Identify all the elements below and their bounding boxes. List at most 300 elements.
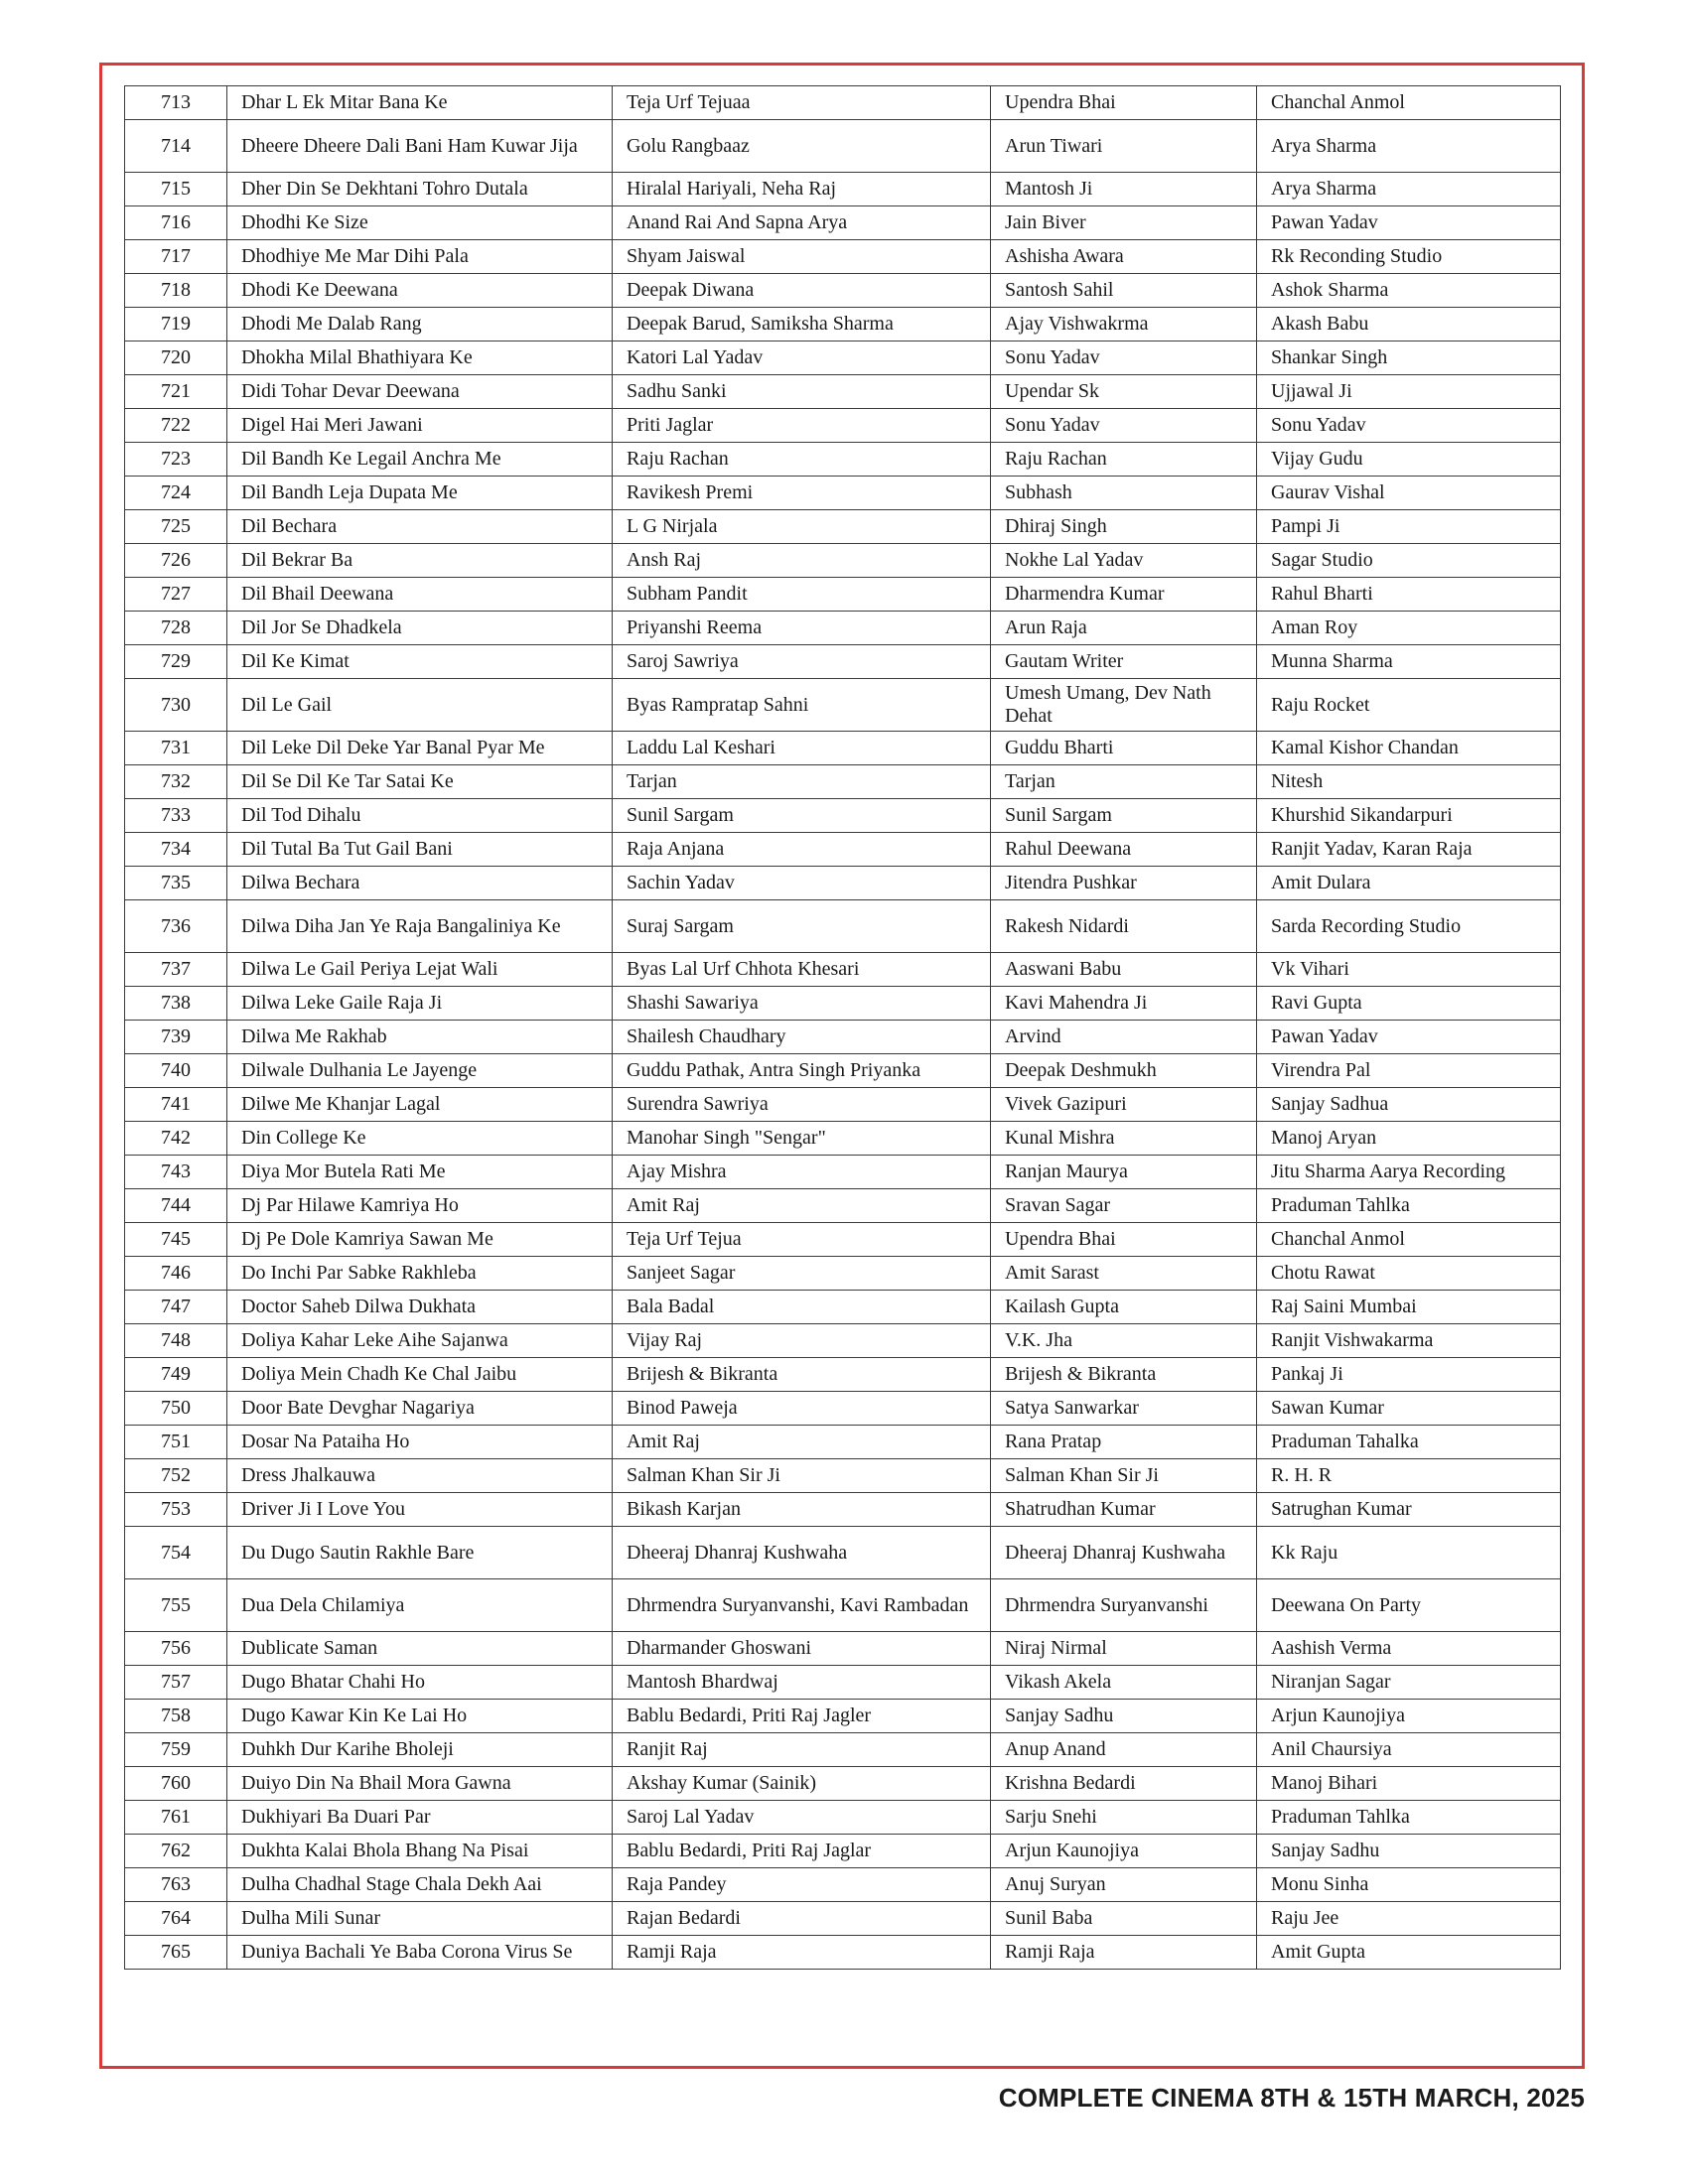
serial-number-cell: 756 <box>125 1632 227 1666</box>
lyricist-cell: Upendar Sk <box>991 375 1257 409</box>
music-cell: Ranjit Yadav, Karan Raja <box>1257 833 1561 867</box>
lyricist-cell: Kailash Gupta <box>991 1291 1257 1324</box>
singer-cell: Shailesh Chaudhary <box>613 1021 991 1054</box>
music-cell: Pampi Ji <box>1257 510 1561 544</box>
serial-number-cell: 719 <box>125 308 227 341</box>
song-title-cell: Dil Bechara <box>227 510 613 544</box>
song-title-cell: Duhkh Dur Karihe Bholeji <box>227 1733 613 1767</box>
music-cell: Khurshid Sikandarpuri <box>1257 799 1561 833</box>
table-row <box>125 173 1561 206</box>
singer-cell: Brijesh & Bikranta <box>613 1358 991 1392</box>
table-row <box>125 1257 1561 1291</box>
song-registry-table <box>124 85 1561 1970</box>
singer-cell: Shashi Sawariya <box>613 987 991 1021</box>
music-cell: Anil Chaursiya <box>1257 1733 1561 1767</box>
song-title-cell: Dukhiyari Ba Duari Par <box>227 1801 613 1835</box>
singer-cell: Sunil Sargam <box>613 799 991 833</box>
song-title-cell: Dilwa Me Rakhab <box>227 1021 613 1054</box>
lyricist-cell: Sarju Snehi <box>991 1801 1257 1835</box>
serial-number-cell: 751 <box>125 1426 227 1459</box>
serial-number-cell: 729 <box>125 645 227 679</box>
song-title-cell: Dukhta Kalai Bhola Bhang Na Pisai <box>227 1835 613 1868</box>
lyricist-cell: Kunal Mishra <box>991 1122 1257 1156</box>
serial-number-cell: 755 <box>125 1579 227 1632</box>
singer-cell: Ajay Mishra <box>613 1156 991 1189</box>
singer-cell: Bikash Karjan <box>613 1493 991 1527</box>
music-cell: Ujjawal Ji <box>1257 375 1561 409</box>
singer-cell: Ravikesh Premi <box>613 477 991 510</box>
singer-cell: Laddu Lal Keshari <box>613 732 991 765</box>
music-cell: Arya Sharma <box>1257 173 1561 206</box>
serial-number-cell: 715 <box>125 173 227 206</box>
table-row <box>125 1902 1561 1936</box>
singer-cell: Byas Lal Urf Chhota Khesari <box>613 953 991 987</box>
lyricist-cell: Anup Anand <box>991 1733 1257 1767</box>
music-cell: Chotu Rawat <box>1257 1257 1561 1291</box>
singer-cell: Binod Paweja <box>613 1392 991 1426</box>
music-cell: Niranjan Sagar <box>1257 1666 1561 1700</box>
music-cell: Kk Raju <box>1257 1527 1561 1579</box>
lyricist-cell: Dhrmendra Suryanvanshi <box>991 1579 1257 1632</box>
singer-cell: Suraj Sargam <box>613 900 991 953</box>
serial-number-cell: 745 <box>125 1223 227 1257</box>
lyricist-cell: Arvind <box>991 1021 1257 1054</box>
table-row <box>125 544 1561 578</box>
serial-number-cell: 753 <box>125 1493 227 1527</box>
serial-number-cell: 733 <box>125 799 227 833</box>
lyricist-cell: Shatrudhan Kumar <box>991 1493 1257 1527</box>
singer-cell: Priti Jaglar <box>613 409 991 443</box>
table-row <box>125 341 1561 375</box>
music-cell: Chanchal Anmol <box>1257 86 1561 120</box>
table-row <box>125 1801 1561 1835</box>
music-cell: Arjun Kaunojiya <box>1257 1700 1561 1733</box>
song-title-cell: Dher Din Se Dekhtani Tohro Dutala <box>227 173 613 206</box>
lyricist-cell: Rahul Deewana <box>991 833 1257 867</box>
music-cell: Nitesh <box>1257 765 1561 799</box>
lyricist-cell: Vivek Gazipuri <box>991 1088 1257 1122</box>
singer-cell: Katori Lal Yadav <box>613 341 991 375</box>
lyricist-cell: Aaswani Babu <box>991 953 1257 987</box>
singer-cell: Bablu Bedardi, Priti Raj Jaglar <box>613 1835 991 1868</box>
serial-number-cell: 748 <box>125 1324 227 1358</box>
music-cell: Manoj Aryan <box>1257 1122 1561 1156</box>
serial-number-cell: 717 <box>125 240 227 274</box>
singer-cell: Byas Rampratap Sahni <box>613 679 991 732</box>
table-row <box>125 732 1561 765</box>
lyricist-cell: Sravan Sagar <box>991 1189 1257 1223</box>
lyricist-cell: Jain Biver <box>991 206 1257 240</box>
serial-number-cell: 723 <box>125 443 227 477</box>
song-title-cell: Dilwa Bechara <box>227 867 613 900</box>
music-cell: Sagar Studio <box>1257 544 1561 578</box>
serial-number-cell: 761 <box>125 1801 227 1835</box>
song-title-cell: Dil Le Gail <box>227 679 613 732</box>
music-cell: Vijay Gudu <box>1257 443 1561 477</box>
table-row <box>125 443 1561 477</box>
serial-number-cell: 728 <box>125 612 227 645</box>
music-cell: Sawan Kumar <box>1257 1392 1561 1426</box>
lyricist-cell: Sonu Yadav <box>991 409 1257 443</box>
song-title-cell: Duiyo Din Na Bhail Mora Gawna <box>227 1767 613 1801</box>
table-row <box>125 1700 1561 1733</box>
lyricist-cell: Arun Raja <box>991 612 1257 645</box>
singer-cell: Mantosh Bhardwaj <box>613 1666 991 1700</box>
lyricist-cell: Ashisha Awara <box>991 240 1257 274</box>
singer-cell: Dheeraj Dhanraj Kushwaha <box>613 1527 991 1579</box>
singer-cell: Ansh Raj <box>613 544 991 578</box>
table-row <box>125 1324 1561 1358</box>
serial-number-cell: 746 <box>125 1257 227 1291</box>
singer-cell: Dharmander Ghoswani <box>613 1632 991 1666</box>
serial-number-cell: 720 <box>125 341 227 375</box>
serial-number-cell: 754 <box>125 1527 227 1579</box>
table-row <box>125 308 1561 341</box>
singer-cell: Hiralal Hariyali, Neha Raj <box>613 173 991 206</box>
song-title-cell: Driver Ji I Love You <box>227 1493 613 1527</box>
singer-cell: Sachin Yadav <box>613 867 991 900</box>
singer-cell: Teja Urf Tejua <box>613 1223 991 1257</box>
serial-number-cell: 747 <box>125 1291 227 1324</box>
serial-number-cell: 726 <box>125 544 227 578</box>
music-cell: Amit Dulara <box>1257 867 1561 900</box>
song-title-cell: Dj Par Hilawe Kamriya Ho <box>227 1189 613 1223</box>
singer-cell: Golu Rangbaaz <box>613 120 991 173</box>
lyricist-cell: Upendra Bhai <box>991 1223 1257 1257</box>
song-title-cell: Dil Bekrar Ba <box>227 544 613 578</box>
singer-cell: Shyam Jaiswal <box>613 240 991 274</box>
lyricist-cell: Arun Tiwari <box>991 120 1257 173</box>
lyricist-cell: Sunil Sargam <box>991 799 1257 833</box>
table-row <box>125 240 1561 274</box>
singer-cell: L G Nirjala <box>613 510 991 544</box>
singer-cell: Amit Raj <box>613 1189 991 1223</box>
lyricist-cell: Ajay Vishwakrma <box>991 308 1257 341</box>
serial-number-cell: 727 <box>125 578 227 612</box>
singer-cell: Bablu Bedardi, Priti Raj Jagler <box>613 1700 991 1733</box>
song-title-cell: Dil Leke Dil Deke Yar Banal Pyar Me <box>227 732 613 765</box>
table-row <box>125 1358 1561 1392</box>
table-row <box>125 900 1561 953</box>
singer-cell: Tarjan <box>613 765 991 799</box>
table-row <box>125 1936 1561 1970</box>
table-row <box>125 1021 1561 1054</box>
serial-number-cell: 757 <box>125 1666 227 1700</box>
table-row <box>125 1122 1561 1156</box>
table-row <box>125 833 1561 867</box>
serial-number-cell: 718 <box>125 274 227 308</box>
music-cell: Kamal Kishor Chandan <box>1257 732 1561 765</box>
table-row <box>125 1493 1561 1527</box>
lyricist-cell: Jitendra Pushkar <box>991 867 1257 900</box>
singer-cell: Bala Badal <box>613 1291 991 1324</box>
lyricist-cell: Rakesh Nidardi <box>991 900 1257 953</box>
singer-cell: Dhrmendra Suryanvanshi, Kavi Rambadan <box>613 1579 991 1632</box>
serial-number-cell: 760 <box>125 1767 227 1801</box>
lyricist-cell: Dheeraj Dhanraj Kushwaha <box>991 1527 1257 1579</box>
song-title-cell: Dil Bhail Deewana <box>227 578 613 612</box>
music-cell: Aman Roy <box>1257 612 1561 645</box>
song-title-cell: Dj Pe Dole Kamriya Sawan Me <box>227 1223 613 1257</box>
music-cell: Praduman Tahalka <box>1257 1426 1561 1459</box>
music-cell: Virendra Pal <box>1257 1054 1561 1088</box>
serial-number-cell: 764 <box>125 1902 227 1936</box>
song-title-cell: Dress Jhalkauwa <box>227 1459 613 1493</box>
music-cell: Gaurav Vishal <box>1257 477 1561 510</box>
table-row <box>125 867 1561 900</box>
lyricist-cell: Amit Sarast <box>991 1257 1257 1291</box>
table-row <box>125 1088 1561 1122</box>
song-title-cell: Dil Ke Kimat <box>227 645 613 679</box>
music-cell: Chanchal Anmol <box>1257 1223 1561 1257</box>
song-title-cell: Dhokha Milal Bhathiyara Ke <box>227 341 613 375</box>
song-title-cell: Dilwa Diha Jan Ye Raja Bangaliniya Ke <box>227 900 613 953</box>
music-cell: Vk Vihari <box>1257 953 1561 987</box>
lyricist-cell: Krishna Bedardi <box>991 1767 1257 1801</box>
song-title-cell: Dulha Chadhal Stage Chala Dekh Aai <box>227 1868 613 1902</box>
song-title-cell: Dhodhi Ke Size <box>227 206 613 240</box>
song-title-cell: Digel Hai Meri Jawani <box>227 409 613 443</box>
lyricist-cell: V.K. Jha <box>991 1324 1257 1358</box>
song-title-cell: Du Dugo Sautin Rakhle Bare <box>227 1527 613 1579</box>
song-title-cell: Do Inchi Par Sabke Rakhleba <box>227 1257 613 1291</box>
music-cell: Rahul Bharti <box>1257 578 1561 612</box>
serial-number-cell: 742 <box>125 1122 227 1156</box>
table-row <box>125 1189 1561 1223</box>
singer-cell: Deepak Barud, Samiksha Sharma <box>613 308 991 341</box>
song-title-cell: Dilwe Me Khanjar Lagal <box>227 1088 613 1122</box>
serial-number-cell: 738 <box>125 987 227 1021</box>
singer-cell: Raja Anjana <box>613 833 991 867</box>
music-cell: Munna Sharma <box>1257 645 1561 679</box>
song-title-cell: Dua Dela Chilamiya <box>227 1579 613 1632</box>
lyricist-cell: Vikash Akela <box>991 1666 1257 1700</box>
table-row <box>125 612 1561 645</box>
lyricist-cell: Niraj Nirmal <box>991 1632 1257 1666</box>
singer-cell: Vijay Raj <box>613 1324 991 1358</box>
music-cell: Sarda Recording Studio <box>1257 900 1561 953</box>
singer-cell: Sadhu Sanki <box>613 375 991 409</box>
lyricist-cell: Guddu Bharti <box>991 732 1257 765</box>
song-title-cell: Dil Se Dil Ke Tar Satai Ke <box>227 765 613 799</box>
song-title-cell: Door Bate Devghar Nagariya <box>227 1392 613 1426</box>
singer-cell: Priyanshi Reema <box>613 612 991 645</box>
music-cell: Deewana On Party <box>1257 1579 1561 1632</box>
music-cell: Pawan Yadav <box>1257 206 1561 240</box>
table-row <box>125 799 1561 833</box>
serial-number-cell: 722 <box>125 409 227 443</box>
song-title-cell: Dil Tutal Ba Tut Gail Bani <box>227 833 613 867</box>
lyricist-cell: Satya Sanwarkar <box>991 1392 1257 1426</box>
serial-number-cell: 743 <box>125 1156 227 1189</box>
singer-cell: Subham Pandit <box>613 578 991 612</box>
singer-cell: Akshay Kumar (Sainik) <box>613 1767 991 1801</box>
song-title-cell: Dugo Kawar Kin Ke Lai Ho <box>227 1700 613 1733</box>
serial-number-cell: 762 <box>125 1835 227 1868</box>
table-row <box>125 765 1561 799</box>
song-title-cell: Dhar L Ek Mitar Bana Ke <box>227 86 613 120</box>
table-row <box>125 1156 1561 1189</box>
lyricist-cell: Dhiraj Singh <box>991 510 1257 544</box>
serial-number-cell: 731 <box>125 732 227 765</box>
table-row <box>125 1632 1561 1666</box>
lyricist-cell: Gautam Writer <box>991 645 1257 679</box>
song-title-cell: Dugo Bhatar Chahi Ho <box>227 1666 613 1700</box>
music-cell: Amit Gupta <box>1257 1936 1561 1970</box>
song-title-cell: Dil Tod Dihalu <box>227 799 613 833</box>
song-title-cell: Dilwa Le Gail Periya Lejat Wali <box>227 953 613 987</box>
table-row <box>125 645 1561 679</box>
singer-cell: Ranjit Raj <box>613 1733 991 1767</box>
singer-cell: Raja Pandey <box>613 1868 991 1902</box>
music-cell: Jitu Sharma Aarya Recording <box>1257 1156 1561 1189</box>
singer-cell: Ramji Raja <box>613 1936 991 1970</box>
lyricist-cell: Nokhe Lal Yadav <box>991 544 1257 578</box>
song-title-cell: Duniya Bachali Ye Baba Corona Virus Se <box>227 1936 613 1970</box>
table-row <box>125 987 1561 1021</box>
lyricist-cell: Sunil Baba <box>991 1902 1257 1936</box>
table-row <box>125 1579 1561 1632</box>
table-row <box>125 1223 1561 1257</box>
table-row <box>125 679 1561 732</box>
song-title-cell: Dil Bandh Leja Dupata Me <box>227 477 613 510</box>
table-row <box>125 1459 1561 1493</box>
table-row <box>125 1291 1561 1324</box>
music-cell: Praduman Tahlka <box>1257 1189 1561 1223</box>
lyricist-cell: Anuj Suryan <box>991 1868 1257 1902</box>
song-title-cell: Din College Ke <box>227 1122 613 1156</box>
serial-number-cell: 758 <box>125 1700 227 1733</box>
lyricist-cell: Arjun Kaunojiya <box>991 1835 1257 1868</box>
lyricist-cell: Dharmendra Kumar <box>991 578 1257 612</box>
singer-cell: Sanjeet Sagar <box>613 1257 991 1291</box>
lyricist-cell: Umesh Umang, Dev Nath Dehat <box>991 679 1257 732</box>
song-title-cell: Dhodi Me Dalab Rang <box>227 308 613 341</box>
singer-cell: Teja Urf Tejuaa <box>613 86 991 120</box>
serial-number-cell: 763 <box>125 1868 227 1902</box>
music-cell: Pawan Yadav <box>1257 1021 1561 1054</box>
music-cell: R. H. R <box>1257 1459 1561 1493</box>
music-cell: Ravi Gupta <box>1257 987 1561 1021</box>
table-row <box>125 120 1561 173</box>
serial-number-cell: 724 <box>125 477 227 510</box>
song-title-cell: Dublicate Saman <box>227 1632 613 1666</box>
singer-cell: Surendra Sawriya <box>613 1088 991 1122</box>
lyricist-cell: Ramji Raja <box>991 1936 1257 1970</box>
music-cell: Arya Sharma <box>1257 120 1561 173</box>
lyricist-cell: Subhash <box>991 477 1257 510</box>
table-row <box>125 1426 1561 1459</box>
song-title-cell: Dhodhiye Me Mar Dihi Pala <box>227 240 613 274</box>
table-row <box>125 1054 1561 1088</box>
serial-number-cell: 732 <box>125 765 227 799</box>
table-row <box>125 1767 1561 1801</box>
song-title-cell: Dulha Mili Sunar <box>227 1902 613 1936</box>
table-row <box>125 1733 1561 1767</box>
table-row <box>125 409 1561 443</box>
lyricist-cell: Rana Pratap <box>991 1426 1257 1459</box>
serial-number-cell: 740 <box>125 1054 227 1088</box>
lyricist-cell: Tarjan <box>991 765 1257 799</box>
serial-number-cell: 714 <box>125 120 227 173</box>
singer-cell: Guddu Pathak, Antra Singh Priyanka <box>613 1054 991 1088</box>
table-row <box>125 1392 1561 1426</box>
music-cell: Akash Babu <box>1257 308 1561 341</box>
song-title-cell: Dilwale Dulhania Le Jayenge <box>227 1054 613 1088</box>
lyricist-cell: Santosh Sahil <box>991 274 1257 308</box>
song-title-cell: Dhodi Ke Deewana <box>227 274 613 308</box>
serial-number-cell: 752 <box>125 1459 227 1493</box>
serial-number-cell: 716 <box>125 206 227 240</box>
song-title-cell: Doctor Saheb Dilwa Dukhata <box>227 1291 613 1324</box>
singer-cell: Deepak Diwana <box>613 274 991 308</box>
lyricist-cell: Ranjan Maurya <box>991 1156 1257 1189</box>
serial-number-cell: 737 <box>125 953 227 987</box>
serial-number-cell: 721 <box>125 375 227 409</box>
song-title-cell: Doliya Mein Chadh Ke Chal Jaibu <box>227 1358 613 1392</box>
lyricist-cell: Raju Rachan <box>991 443 1257 477</box>
table-row <box>125 1527 1561 1579</box>
song-title-cell: Dosar Na Pataiha Ho <box>227 1426 613 1459</box>
lyricist-cell: Sonu Yadav <box>991 341 1257 375</box>
serial-number-cell: 736 <box>125 900 227 953</box>
singer-cell: Rajan Bedardi <box>613 1902 991 1936</box>
lyricist-cell: Deepak Deshmukh <box>991 1054 1257 1088</box>
singer-cell: Amit Raj <box>613 1426 991 1459</box>
singer-cell: Saroj Lal Yadav <box>613 1801 991 1835</box>
music-cell: Sanjay Sadhua <box>1257 1088 1561 1122</box>
serial-number-cell: 759 <box>125 1733 227 1767</box>
music-cell: Raju Rocket <box>1257 679 1561 732</box>
singer-cell: Raju Rachan <box>613 443 991 477</box>
serial-number-cell: 730 <box>125 679 227 732</box>
serial-number-cell: 725 <box>125 510 227 544</box>
music-cell: Ranjit Vishwakarma <box>1257 1324 1561 1358</box>
music-cell: Manoj Bihari <box>1257 1767 1561 1801</box>
serial-number-cell: 741 <box>125 1088 227 1122</box>
publication-footer-title: COMPLETE CINEMA 8TH & 15TH MARCH, 2025 <box>998 2083 1585 2113</box>
song-title-cell: Dheere Dheere Dali Bani Ham Kuwar Jija <box>227 120 613 173</box>
table-row <box>125 1835 1561 1868</box>
music-cell: Raj Saini Mumbai <box>1257 1291 1561 1324</box>
table-row <box>125 953 1561 987</box>
serial-number-cell: 713 <box>125 86 227 120</box>
serial-number-cell: 750 <box>125 1392 227 1426</box>
lyricist-cell: Mantosh Ji <box>991 173 1257 206</box>
music-cell: Shankar Singh <box>1257 341 1561 375</box>
serial-number-cell: 739 <box>125 1021 227 1054</box>
song-title-cell: Diya Mor Butela Rati Me <box>227 1156 613 1189</box>
table-row <box>125 1868 1561 1902</box>
music-cell: Rk Reconding Studio <box>1257 240 1561 274</box>
lyricist-cell: Salman Khan Sir Ji <box>991 1459 1257 1493</box>
serial-number-cell: 734 <box>125 833 227 867</box>
music-cell: Raju Jee <box>1257 1902 1561 1936</box>
table-row <box>125 477 1561 510</box>
music-cell: Praduman Tahlka <box>1257 1801 1561 1835</box>
serial-number-cell: 735 <box>125 867 227 900</box>
serial-number-cell: 749 <box>125 1358 227 1392</box>
song-title-cell: Dilwa Leke Gaile Raja Ji <box>227 987 613 1021</box>
music-cell: Monu Sinha <box>1257 1868 1561 1902</box>
music-cell: Sonu Yadav <box>1257 409 1561 443</box>
lyricist-cell: Kavi Mahendra Ji <box>991 987 1257 1021</box>
music-cell: Sanjay Sadhu <box>1257 1835 1561 1868</box>
table-row <box>125 375 1561 409</box>
music-cell: Satrughan Kumar <box>1257 1493 1561 1527</box>
music-cell: Ashok Sharma <box>1257 274 1561 308</box>
song-title-cell: Dil Bandh Ke Legail Anchra Me <box>227 443 613 477</box>
